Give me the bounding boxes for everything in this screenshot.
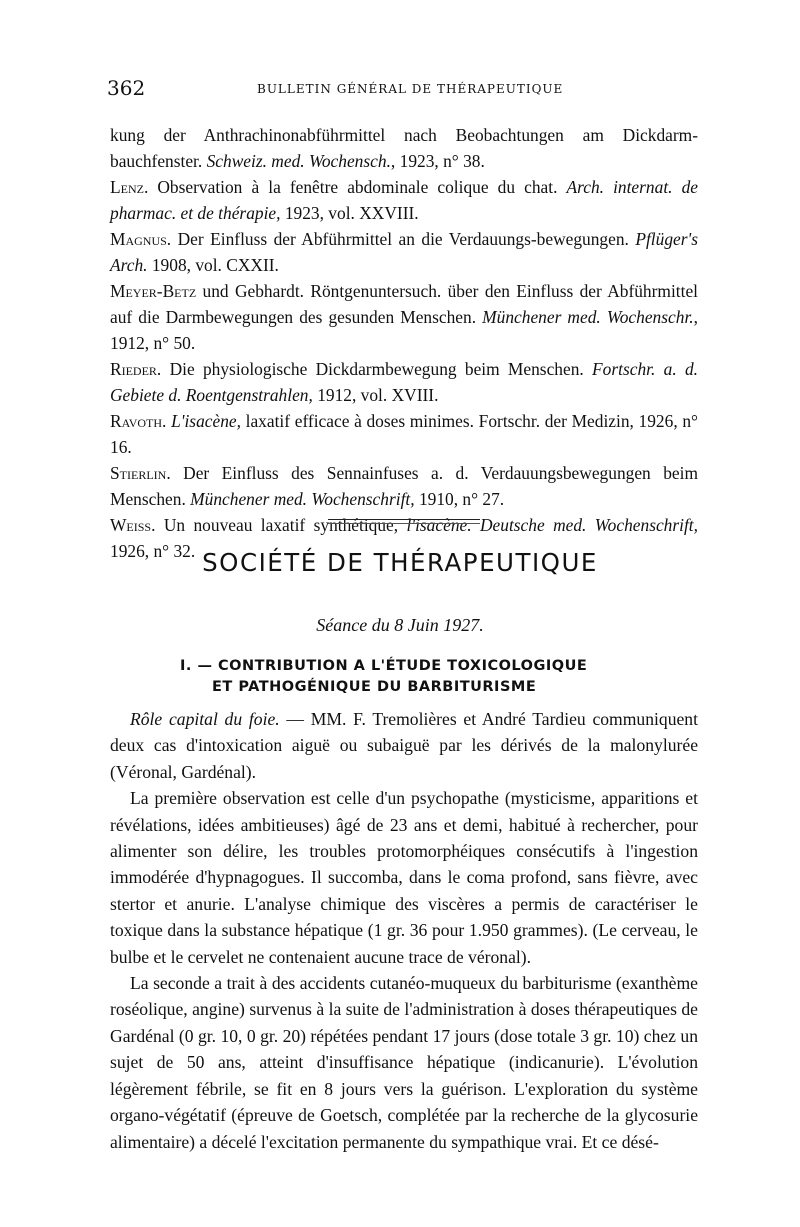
reference-item: Lenz. Observation à la fenêtre abdominale colique du chat. Arch. internat. de pharmac. et de thérapie, 1923, vol. XXVIII. bbox=[110, 177, 698, 223]
section-heading: SOCIÉTÉ DE THÉRAPEUTIQUE bbox=[202, 548, 598, 577]
journal-title: BULLETIN GÉNÉRAL DE THÉRAPEUTIQUE bbox=[257, 82, 564, 96]
reference-item: Meyer-Betz und Gebhardt. Röntgenuntersuch. über den Einfluss der Abführmittel auf die Darmbewegungen des gesunden Menschen. Münchener med. Wochenschr., 1912, n° 50. bbox=[110, 281, 698, 353]
reference-item: Magnus. Der Einfluss der Abführmittel an die Verdauungs-bewegungen. Pflüger's Arch. 1908, vol. CXXII. bbox=[110, 229, 698, 275]
reference-item: Stierlin. Der Einfluss des Sennainfuses a. d. Verdauungsbewegungen beim Menschen. Münchener med. Wochenschrift, 1910, n° 27. bbox=[110, 463, 698, 509]
contribution-title-line: I. — CONTRIBUTION A L'ÉTUDE TOXICOLOGIQUE bbox=[180, 658, 588, 674]
reference-item: Ravoth. L'isacène, laxatif efficace à doses minimes. Fortschr. der Medizin, 1926, n° 16. bbox=[110, 411, 698, 457]
paragraph: La seconde a trait à des accidents cutanéo-muqueux du barbiturisme (exanthème roséolique, angine) survenus à la suite de l'administration à doses thérapeutiques de Gardénal (0 gr. 10, 0 gr. 20) répétées pendant 17 jours (dose totale 3 gr. 10) chez un sujet de 50 ans, atteint d'insuffisance hépatique (indicanurie). L'évolution légèrement fébrile, se fit en 8 jours vers la guérison. L'exploration du système organo-végétatif (épreuve de Goetsch, complétée par la recherche de la glycosurie alimentaire) a décelé l'excitation permanente du sympathique vrai. Et ce désé- bbox=[110, 973, 698, 1152]
session-date: Séance du 8 Juin 1927. bbox=[316, 615, 484, 635]
paragraph: La première observation est celle d'un psychopathe (mysticisme, apparitions et révélations, idées ambitieuses) âgé de 23 ans et demi, habitué à rechercher, pour alimenter son délire, les troubles protomorphéiques consécutifs à l'ingestion immodérée d'hypnagogues. Il succomba, dans le coma profond, sans fièvre, avec stertor et anurie. L'analyse chimique des viscères a permis de caractériser le toxique dans la substance hépatique (1 gr. 36 pour 1.950 grammes). (Le cerveau, le bulbe et le cervelet ne contenaient aucune trace de véronal). bbox=[110, 788, 698, 967]
reference-item: kung der Anthrachinonabführmittel nach Beobachtungen am Dickdarm-bauchfenster. Schweiz. med. Wochensch., 1923, n° 38. bbox=[110, 125, 698, 171]
paragraph-lead: Rôle capital du foie. bbox=[130, 709, 280, 729]
running-head bbox=[107, 76, 697, 100]
reference-list bbox=[110, 122, 698, 564]
contribution-title bbox=[180, 656, 700, 698]
article-body bbox=[110, 706, 698, 1155]
section-divider bbox=[328, 519, 480, 520]
page-number: 362 bbox=[107, 76, 146, 100]
contribution-title-line: ET PATHOGÉNIQUE DU BARBITURISME bbox=[212, 679, 537, 695]
paragraph: Rôle capital du foie. — MM. F. Tremolières et André Tardieu communiquent deux cas d'intoxication aiguë ou subaiguë par les dérivés de la malonylurée (Véronal, Gardénal). bbox=[110, 709, 698, 782]
reference-item: Weiss. Un nouveau laxatif synthétique, l'isacène. Deutsche med. Wochenschrift, 1926, n° 32. bbox=[110, 515, 698, 561]
section-divider bbox=[328, 523, 480, 524]
reference-item: Rieder. Die physiologische Dickdarmbewegung beim Menschen. Fortschr. a. d. Gebiete d. Roentgenstrahlen, 1912, vol. XVIII. bbox=[110, 359, 698, 405]
